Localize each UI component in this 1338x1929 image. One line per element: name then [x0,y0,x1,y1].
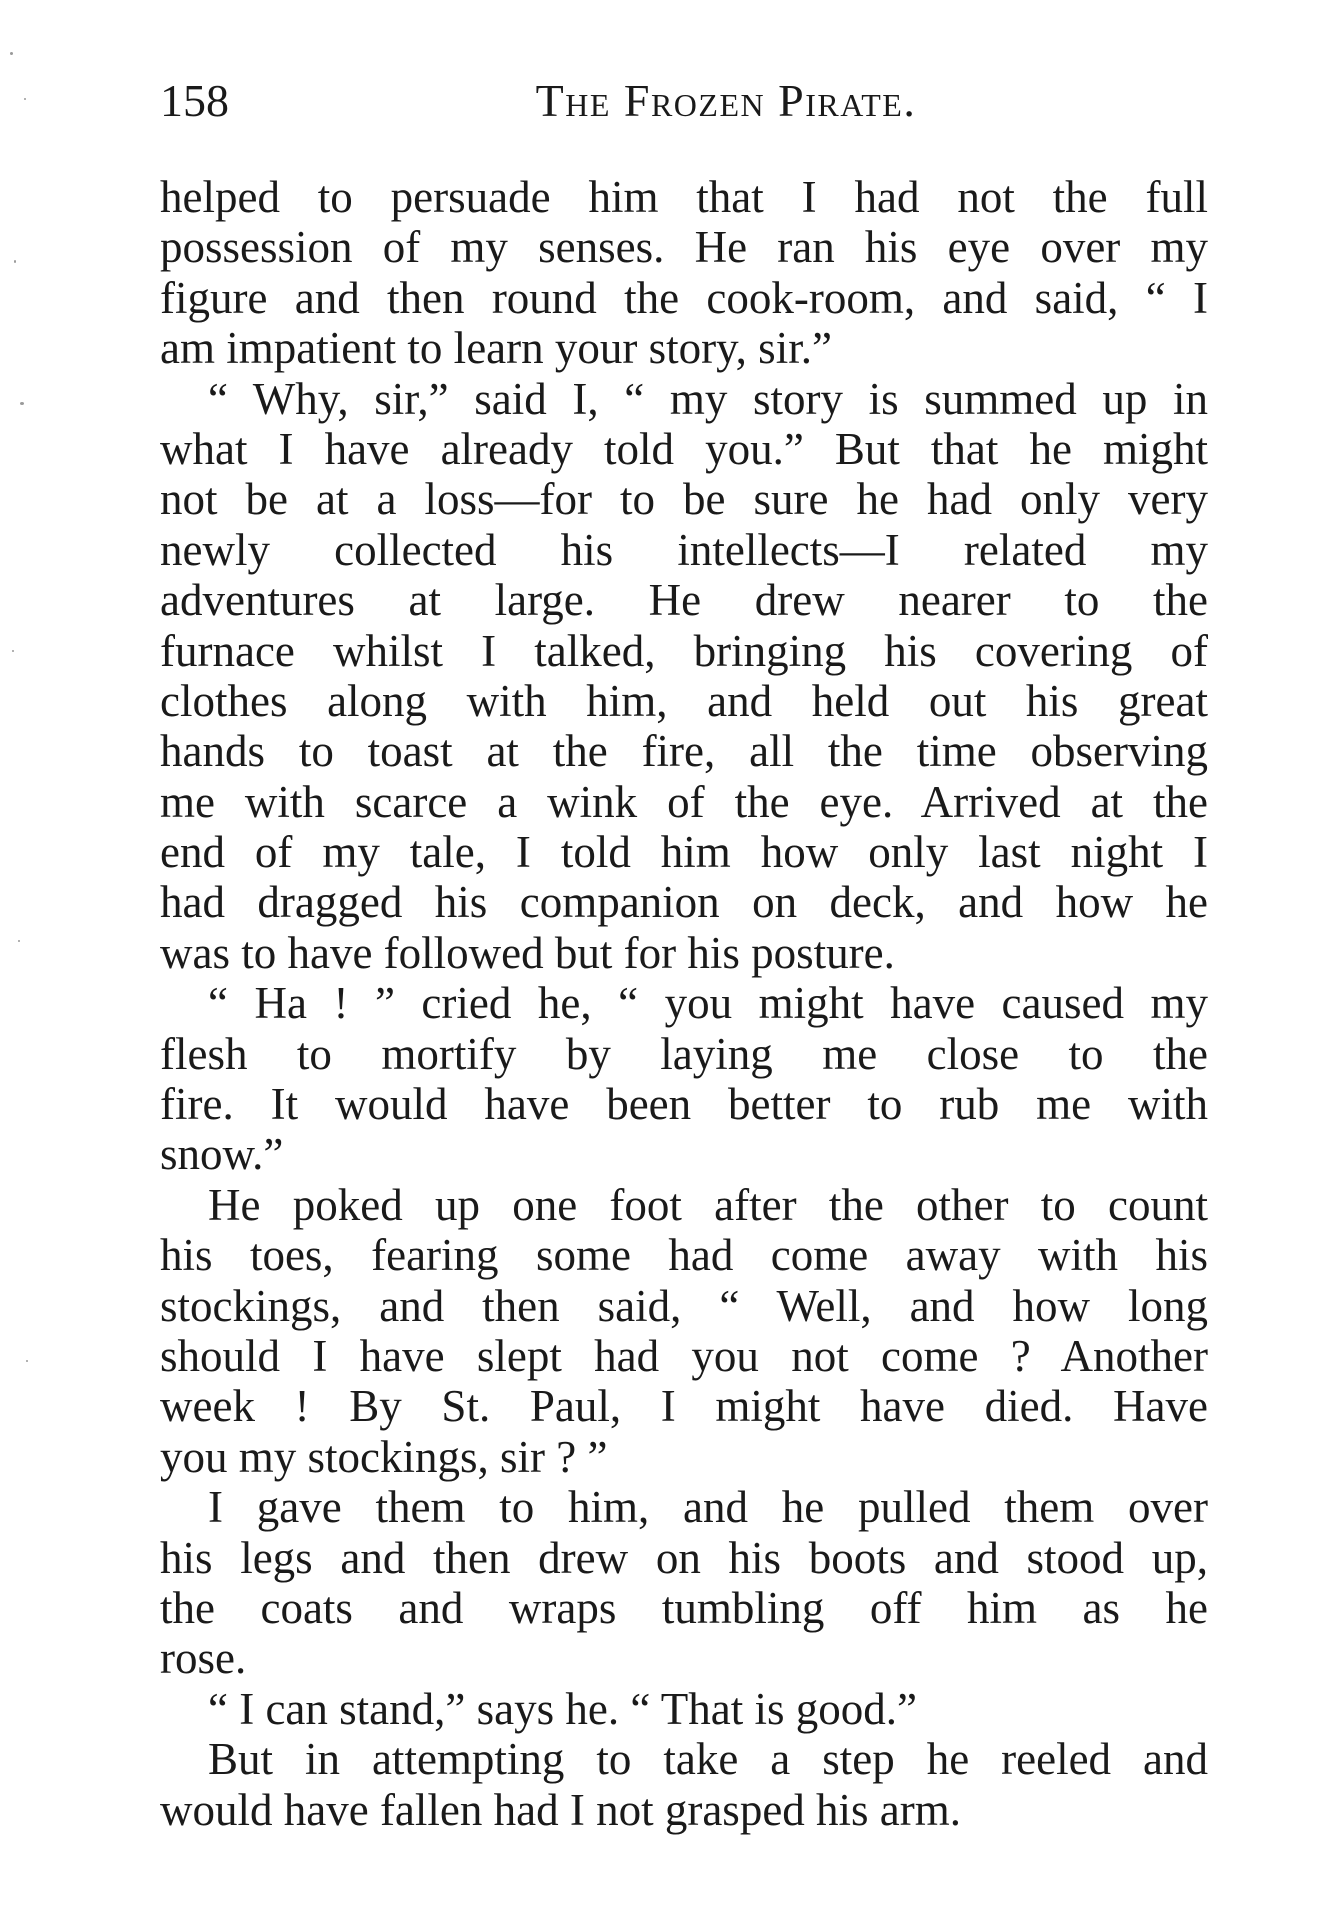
text-line: clothes along with him, and held out his great [160,675,1208,726]
text-line: me with scarce a wink of the eye. Arrived at the [160,776,1208,827]
speck [10,52,13,55]
text-line: what I have already told you.” But that he might [160,423,1208,474]
speck [12,650,14,652]
text-line: rose. [160,1633,247,1684]
text-line: possession of my senses. He ran his eye over my [160,222,1208,273]
text-line: furnace whilst I talked, bringing his covering of [160,625,1208,676]
text-line: snow.” [160,1129,284,1180]
text-line: I gave them to him, and he pulled them over [208,1482,1208,1533]
book-title: The Frozen Pirate. [535,75,917,126]
running-head [160,66,1208,136]
text-line: “ Why, sir,” said I, “ my story is summed up in [208,373,1208,424]
speck [14,260,16,263]
page-number: 158 [160,75,229,126]
text-line: hands to toast at the fire, all the time observing [160,726,1208,777]
text-line: stockings, and then said, “ Well, and how long [160,1280,1208,1331]
text-line: not be at a loss—for to be sure he had only very [160,474,1208,525]
text-line: the coats and wraps tumbling off him as he [160,1582,1208,1633]
speck [24,98,26,100]
speck [18,940,20,942]
text-line: had dragged his companion on deck, and how he [160,877,1208,928]
text-line: helped to persuade him that I had not the full [160,172,1208,222]
text-line: am impatient to learn your story, sir.” [160,323,832,374]
text-line: “ Ha ! ” cried he, “ you might have caused my [208,978,1208,1029]
text-line: fire. It would have been better to rub me with [160,1079,1208,1130]
text-line: “ I can stand,” says he. “ That is good.” [208,1683,917,1734]
text-line: you my stockings, sir ? ” [160,1431,608,1482]
text-line: figure and then round the cook-room, and said, “ I [160,272,1208,323]
text-line: his toes, fearing some had come away with his [160,1230,1208,1281]
speck [26,1360,28,1362]
text-line: end of my tale, I told him how only last night I [160,827,1208,878]
scan-margin-specks [0,0,60,1929]
text-line: But in attempting to take a step he reeled and [208,1734,1208,1785]
text-line: would have fallen had I not grasped his arm. [160,1784,962,1835]
text-line: should I have slept had you not come ? Another [160,1330,1208,1381]
text-line: adventures at large. He drew nearer to the [160,575,1208,626]
text-line: week ! By St. Paul, I might have died. Have [160,1381,1208,1432]
speck [20,402,24,405]
body-text [160,172,1208,1835]
text-line: flesh to mortify by laying me close to the [160,1028,1208,1079]
text-line: newly collected his intellects—I related my [160,524,1208,575]
text-line: He poked up one foot after the other to count [208,1179,1208,1230]
text-line: was to have followed but for his posture. [160,927,895,978]
text-line: his legs and then drew on his boots and stood up, [160,1532,1208,1583]
